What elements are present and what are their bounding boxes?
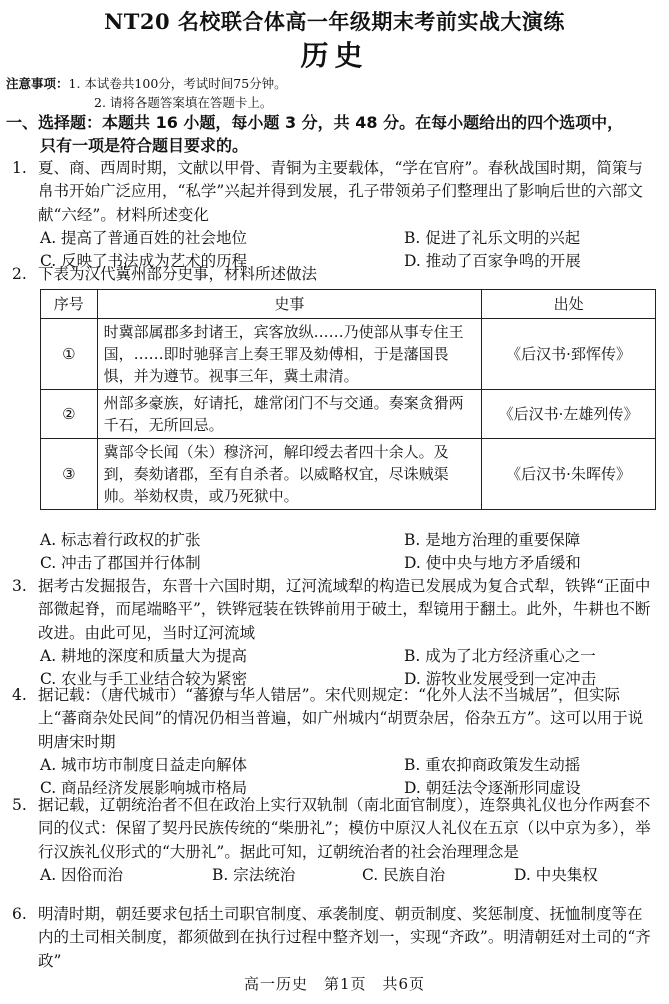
row-source: 《后汉书·左雄列传》 bbox=[482, 390, 656, 439]
question-stem: 明清时期，朝廷要求包括土司职官制度、承袭制度、朝贡制度、奖惩制度、抚恤制度等在内的土司相关制度，都须做到在执行过程中整齐划一，实现“齐政”。明清朝廷对土司的“齐政” bbox=[38, 905, 651, 970]
option-a: A. 城市坊市制度日益走向解体 bbox=[40, 755, 248, 774]
row-number: ① bbox=[41, 319, 98, 390]
section-heading bbox=[6, 111, 661, 157]
option-row bbox=[12, 754, 657, 777]
question-6 bbox=[12, 903, 657, 973]
question-stem: 下表为汉代冀州部分史事，材料所述做法 bbox=[38, 265, 318, 283]
table-row bbox=[41, 319, 656, 390]
question-stem: 据记载，辽朝统治者不但在政治上实行双轨制（南北面官制度），连祭典礼仪也分作两套不同的仪式：保留了契丹民族传统的“柴册礼”；模仿中原汉人礼仪在五京（以中京为多），举行汉族礼仪形式的“大册礼”。据此可知，辽朝统治者的社会治理理念是 bbox=[38, 796, 651, 861]
table-row bbox=[41, 390, 656, 439]
option-row bbox=[12, 227, 657, 250]
option-b: B. 促进了礼乐文明的兴起 bbox=[404, 228, 581, 247]
option-b: B. 重农抑商政策发生动摇 bbox=[404, 755, 581, 774]
option-c: C. 农业与手工业结合较为紧密 bbox=[40, 670, 248, 689]
option-a: A. 因俗而治 bbox=[40, 865, 124, 884]
question-number: 3. bbox=[12, 577, 27, 595]
option-d: D. 使中央与地方矛盾缓和 bbox=[404, 554, 581, 573]
notice-item-2: 2. 请将各题答案填在答题卡上。 bbox=[94, 95, 273, 110]
option-d: D. 朝廷法令逐渐形同虚设 bbox=[404, 779, 581, 798]
table-header-row bbox=[41, 290, 656, 319]
option-row bbox=[12, 552, 657, 575]
question-number: 5. bbox=[12, 796, 27, 814]
option-row bbox=[12, 864, 657, 887]
table-header-no: 序号 bbox=[41, 290, 98, 319]
exam-title: NT20 名校联合体高一年级期末考前实战大演练 bbox=[104, 9, 565, 34]
table-header-source: 出处 bbox=[482, 290, 656, 319]
option-row bbox=[12, 529, 657, 552]
question-3 bbox=[12, 575, 657, 691]
table-header-event: 史事 bbox=[97, 290, 482, 319]
option-b: B. 宗法统治 bbox=[212, 865, 296, 884]
option-d: D. 推动了百家争鸣的开展 bbox=[404, 252, 581, 271]
row-event: 冀部令长闻（朱）穆济河，解印绶去者四十余人。及到，奏劾诸郡，至有自杀者。以威略权宜，尽诛贼渠帅。举劾权贵，或乃死狱中。 bbox=[97, 439, 482, 510]
question-number: 2. bbox=[12, 265, 27, 283]
question-1 bbox=[12, 157, 657, 273]
option-c: C. 反映了书法成为艺术的历程 bbox=[40, 252, 248, 271]
notice-line-1 bbox=[6, 74, 287, 92]
table-row bbox=[41, 439, 656, 510]
row-number: ② bbox=[41, 390, 98, 439]
question-2 bbox=[12, 263, 657, 286]
question-stem: 据记载：（唐代城市）“蕃獠与华人错居”。宋代则规定：“化外人法不当城居”，但实际上“蕃商杂处民间”的情况仍相当普遍，如广州城内“胡贾杂居，俗杂五方”。这可以用于说明唐宋时期 bbox=[38, 686, 644, 751]
question-number: 1. bbox=[12, 159, 27, 177]
question-number: 6. bbox=[12, 905, 27, 923]
question-4 bbox=[12, 684, 657, 800]
option-a: A. 提高了普通百姓的社会地位 bbox=[40, 228, 248, 247]
question-number: 4. bbox=[12, 686, 27, 704]
page-footer: 高一历史 第1页 共6页 bbox=[243, 975, 426, 993]
row-event: 州部多豪族，好请托，雄常闭门不与交通。奏案贪猾两千石，无所回忌。 bbox=[97, 390, 482, 439]
history-table bbox=[40, 289, 656, 510]
row-number: ③ bbox=[41, 439, 98, 510]
question-stem: 据考古发掘报告，东晋十六国时期，辽河流域犁的构造已发展成为复合式犁，铁铧“正面中部微起脊，而尾端略平”，铁铧冠装在铁铧前用于破土，犁镜用于翻土。此外，牛耕也不断改进。由此可见，当时辽河流域 bbox=[38, 577, 651, 642]
row-event: 时冀部属郡多封诸王，宾客放纵……乃使部从事专住王国，……即时驰驿言上奏王罪及劾傅相，于是藩国畏惧，并为遵节。视事三年，冀土肃清。 bbox=[97, 319, 482, 390]
option-c: C. 商品经济发展影响城市格局 bbox=[40, 779, 248, 798]
option-c: C. 冲击了郡国并行体制 bbox=[40, 554, 201, 573]
option-b: B. 成为了北方经济重心之一 bbox=[404, 646, 596, 665]
question-2-options bbox=[12, 529, 657, 576]
row-source: 《后汉书·朱晖传》 bbox=[482, 439, 656, 510]
option-a: A. 耕地的深度和质量大为提高 bbox=[40, 646, 248, 665]
option-row bbox=[12, 645, 657, 668]
option-c: C. 民族自治 bbox=[362, 865, 446, 884]
option-d: D. 中央集权 bbox=[514, 865, 598, 884]
section-heading-line-2: 只有一项是符合题目要求的。 bbox=[40, 136, 249, 155]
notice-item-1: 1. 本试卷共100分，考试时间75分钟。 bbox=[68, 76, 287, 91]
option-b: B. 是地方治理的重要保障 bbox=[404, 531, 581, 549]
subject-title: 历史 bbox=[300, 39, 369, 72]
question-stem: 夏、商、西周时期，文献以甲骨、青铜为主要载体，“学在官府”。春秋战国时期，简策与帛书开始广泛应用，“私学”兴起并得到发展，孔子带领弟子们整理出了影响后世的六部文献“六经”。材料所述变化 bbox=[38, 159, 643, 224]
notice-label: 注意事项： bbox=[6, 76, 69, 91]
option-d: D. 游牧业发展受到一定冲击 bbox=[404, 670, 597, 689]
row-source: 《后汉书·郅恽传》 bbox=[482, 319, 656, 390]
section-heading-line-1: 一、选择题：本题共 16 小题，每小题 3 分，共 48 分。在每小题给出的四个选项中， bbox=[6, 113, 624, 132]
question-5 bbox=[12, 794, 657, 887]
option-a: A. 标志着行政权的扩张 bbox=[40, 531, 201, 549]
